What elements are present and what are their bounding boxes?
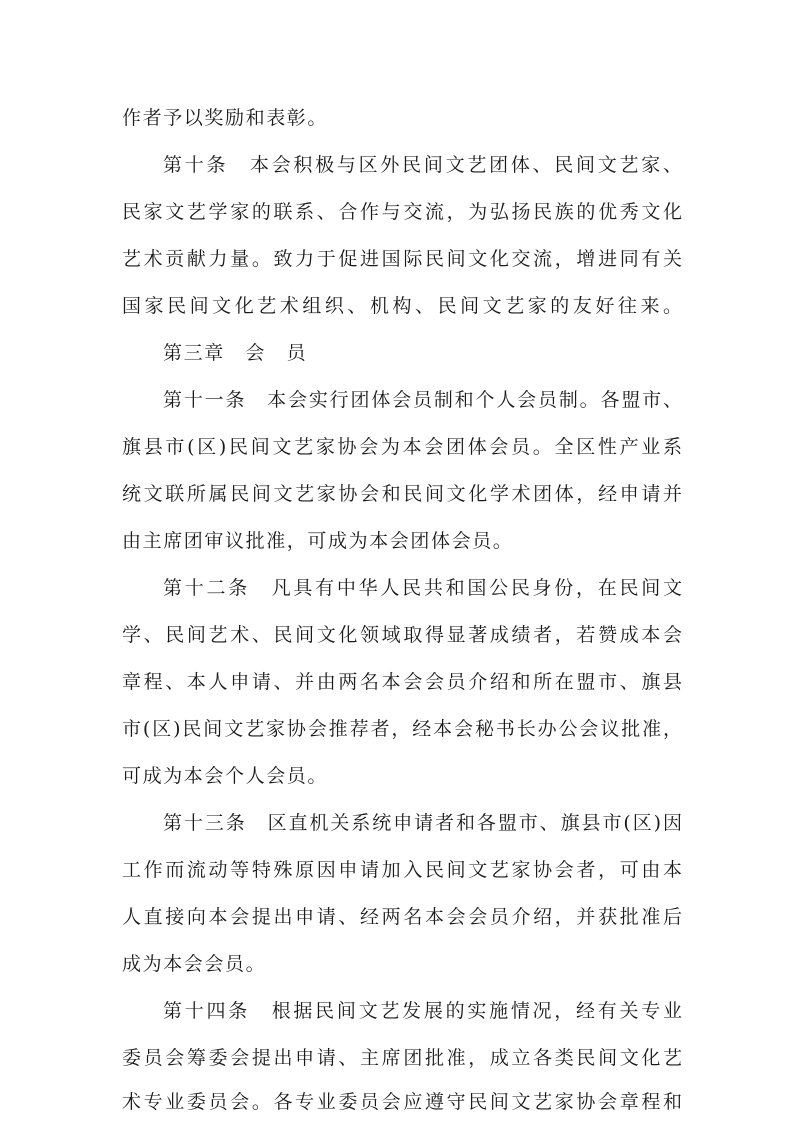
text-line: 术专业委员会。各专业委员会应遵守民间文艺家协会章程和 [122,1091,682,1113]
text-line: 民家文艺学家的联系、合作与交流，为弘扬民族的优秀文化 [122,201,682,223]
article-12-heading-line: 第十二条 凡具有中华人民共和国公民身份，在民间文 [163,577,682,599]
text-line: 人直接向本会提出申请、经两名本会会员介绍，并获批准后 [122,906,682,928]
article-13-heading-line: 第十三条 区直机关系统申请者和各盟市、旗县市(区)因 [163,812,682,834]
text-line: 学、民间艺术、民间文化领域取得显著成绩者，若赞成本会 [122,624,682,646]
text-line: 工作而流动等特殊原因申请加入民间文艺家协会者，可由本 [122,859,682,881]
text-line: 可成为本会个人会员。 [122,765,329,787]
text-line: 市(区)民间文艺家协会推荐者，经本会秘书长办公会议批准， [122,718,682,740]
text-line: 委员会筹委会提出申请、主席团批准，成立各类民间文化艺 [122,1047,682,1069]
text-line: 作者予以奖励和表彰。 [122,107,329,129]
text-line: 旗县市(区)民间文艺家协会为本会团体会员。全区性产业系 [122,436,682,458]
text-line: 艺术贡献力量。致力于促进国际民间文化交流，增进同有关 [122,248,682,270]
article-11-heading-line: 第十一条 本会实行团体会员制和个人会员制。各盟市、 [163,389,682,411]
article-14-heading-line: 第十四条 根据民间文艺发展的实施情况，经有关专业 [163,1000,682,1022]
article-10-heading-line: 第十条 本会积极与区外民间文艺团体、民间文艺家、 [163,154,682,176]
text-line: 统文联所属民间文艺家协会和民间文化学术团体，经申请并 [122,483,682,505]
chapter-heading: 第三章 会 员 [163,342,308,364]
text-line: 章程、本人申请、并由两名本会会员介绍和所在盟市、旗县 [122,671,682,693]
text-line: 国家民间文化艺术组织、机构、民间文艺家的友好往来。 [122,295,682,317]
text-line: 由主席团审议批准，可成为本会团体会员。 [122,530,514,552]
text-line: 成为本会会员。 [122,953,267,975]
